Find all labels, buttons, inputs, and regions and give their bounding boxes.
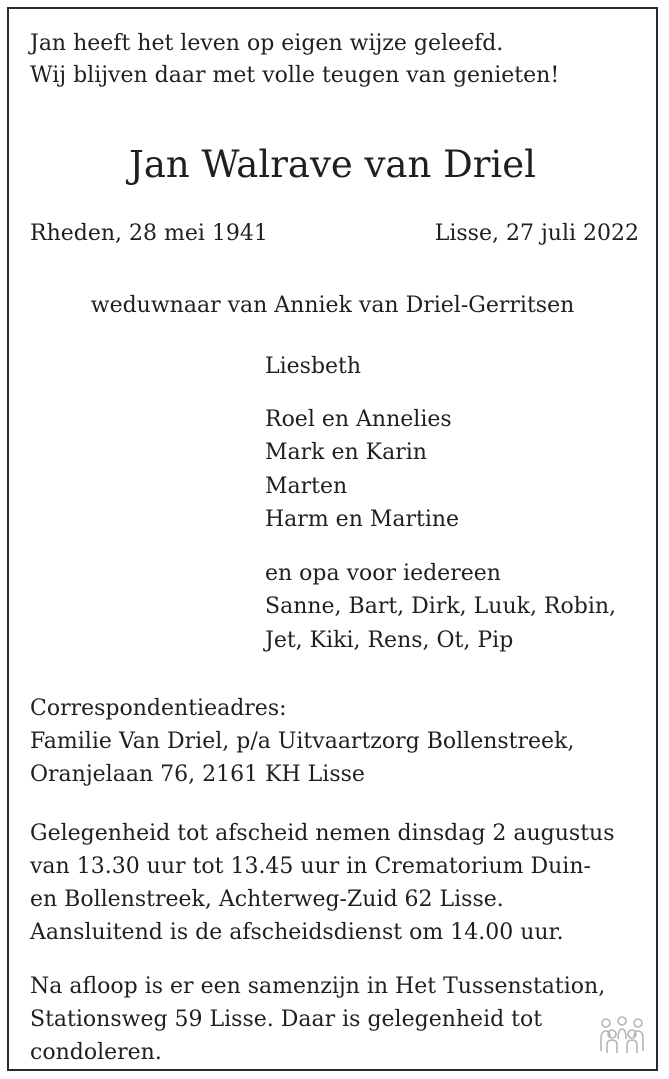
- people-group-icon: [598, 1015, 646, 1055]
- grandchildren-line: Jet, Kiki, Rens, Ot, Pip: [265, 628, 514, 653]
- deceased-name: Jan Walrave van Driel: [129, 143, 536, 186]
- correspondence-line: Oranjelaan 76, 2161 KH Lisse: [30, 762, 365, 787]
- family-member: Mark en Karin: [265, 440, 427, 465]
- correspondence-line: Familie Van Driel, p/a Uitvaartzorg Bollenstreek,: [30, 729, 575, 754]
- intro-line: Wij blijven daar met volle teugen van genieten!: [30, 63, 560, 88]
- farewell-line: en Bollenstreek, Achterweg-Zuid 62 Lisse.: [30, 887, 504, 912]
- farewell-line: Aansluitend is de afscheidsdienst om 14.00 uur.: [30, 920, 564, 945]
- death-place-date: Lisse, 27 juli 2022: [434, 221, 639, 246]
- gathering-line: Stationsweg 59 Lisse. Daar is gelegenheid tot: [30, 1007, 543, 1032]
- gathering-line: condoleren.: [30, 1040, 162, 1065]
- grandchildren-line: en opa voor iedereen: [265, 561, 501, 586]
- farewell-line: van 13.30 uur tot 13.45 uur in Crematorium Duin-: [30, 854, 591, 879]
- farewell-line: Gelegenheid tot afscheid nemen dinsdag 2 augustus: [30, 821, 615, 846]
- intro-line: Jan heeft het leven op eigen wijze geleefd.: [30, 31, 504, 56]
- correspondence-line: Correspondentieadres:: [30, 696, 287, 721]
- family-member: Harm en Martine: [265, 507, 460, 532]
- family-member: Marten: [265, 474, 348, 499]
- birth-place-date: Rheden, 28 mei 1941: [30, 221, 268, 246]
- gathering-line: Na afloop is er een samenzijn in Het Tussenstation,: [30, 974, 606, 999]
- widower-line: weduwnaar van Anniek van Driel-Gerritsen: [90, 293, 575, 318]
- family-member: Liesbeth: [265, 354, 362, 379]
- obituary-card: [7, 7, 658, 1071]
- family-member: Roel en Annelies: [265, 407, 452, 432]
- grandchildren-line: Sanne, Bart, Dirk, Luuk, Robin,: [265, 594, 617, 619]
